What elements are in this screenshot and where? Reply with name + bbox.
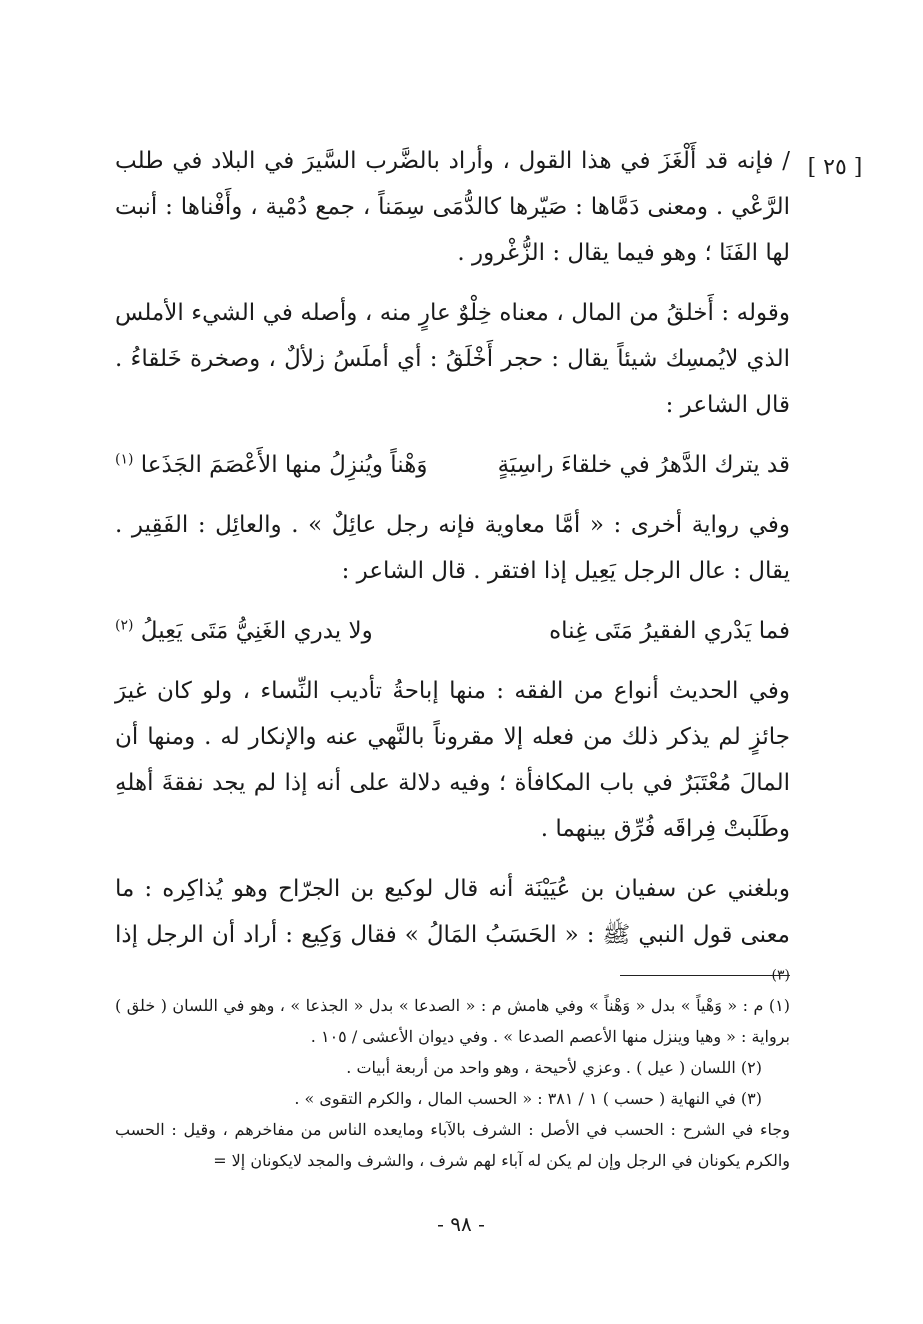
footnote-marker-3: (٣) [771,967,790,984]
footnote-2: (٢) اللسان ( عيل ) . وعزي لأحيحة ، وهو واحد من أربعة أبيات . [346,1058,762,1077]
paragraph-1: / فإنه قد أَلْغَزَ في هذا القول ، وأراد بالضَّرب السَّيرَ في البلاد في طلب الرَّعْي . ومعنى دَمَّاها : صَيّرها كالدُّمَى سِمَناً ، جمع دُمْية ، وأَفْناها : أنبت لها الفَنَا ؛ وهو فيما يقال : الزُّغْرور . [115,148,790,266]
verse-1 [115,442,790,488]
verse-1-second-hemistich-wrap [115,442,427,488]
verse-1-second-hemistich: وَهْناً ويُنزِلُ منها الأَعْصَمَ الجَذَعا [140,452,428,478]
paragraph-4: وفي الحديث أنواع من الفقه : منها إباحةُ تأديب النِّساء ، ولو كان غيرَ جائزٍ لم يذكر ذلك من فعله إلا مقروناً بالنَّهي عنه والإنكار له . ومنها أن المالَ مُعْتَبَرٌ في باب المكافأة ؛ وفيه دلالة على أنه إذا لم يجد نفقةَ أهلهِ وطَلَبتْ فِراقَه فُرِّق بينهما . [115,678,790,842]
verse-2-first-hemistich: فما يَدْري الفقيرُ مَتَى غِناه [549,618,790,644]
footnote-separator [620,975,790,976]
paragraph-2: وقوله : أَخلقُ من المال ، معناه خِلْوٌ عارٍ منه ، وأصله في الشيء الأملس الذي لايُمسِك شيئاً يقال : حجر أَخْلَقُ : أي أملَسُ زلألٌ ، وصخرة خَلقاءُ . قال الشاعر : [115,300,790,418]
verse-1-first-hemistich: قد يترك الدَّهرُ في خلقاءَ راسِيَةٍ [497,452,790,478]
verse-2 [115,608,790,654]
footnote-3: (٣) في النهاية ( حسب ) ١ / ٣٨١ : « الحسب المال ، والكرم التقوى » . [294,1089,762,1108]
footnote-marker-2: (٢) [115,617,134,634]
footnote-3-continuation: وجاء في الشرح : الحسب في الأصل : الشرف بالآباء ومايعده الناس من مفاخرهم ، وقيل : الحسب والكرم يكونان في الرجل وإن لم يكن له آباء لهم شرف ، والشرف والمجد لايكونان إلا = [115,1120,790,1170]
paragraph-3: وفي رواية أخرى : « أمَّا معاوية فإنه رجل عائِلٌ » . والعائِل : الفَقِير . يقال : عال الرجل يَعِيل إذا افتقر . قال الشاعر : [115,512,790,584]
verse-2-second-hemistich: ولا يدري الغَنِيُّ مَتَى يَعِيلُ [140,618,373,644]
margin-section-number: [ ٢٥ ] [807,155,863,180]
footnotes [115,990,790,1176]
main-text [115,138,790,1018]
paragraph-5-text: وبلغني عن سفيان بن عُيَيْنَة أنه قال لوكيع بن الجرّاح وهو يُذاكِره : ما معنى قول النبي ﷺ : « الحَسَبُ المَالُ » فقال وَكِيع : أراد أن الرجل إذا [115,876,790,948]
paragraph-5 [115,866,790,1004]
verse-2-second-hemistich-wrap [115,608,373,654]
page-number: - ٩٨ - [437,1212,485,1236]
footnote-1: (١) م : « وَهْياً » بدل « وَهْناً » وفي هامش م : « الصدعا » بدل « الجذعا » ، وهو في اللسان ( خلق ) برواية : « وهيا وينزل منها الأعصم الصدعا » . وفي ديوان الأعشى / ١٠٥ . [115,996,790,1046]
footnote-marker-1: (١) [115,451,134,468]
